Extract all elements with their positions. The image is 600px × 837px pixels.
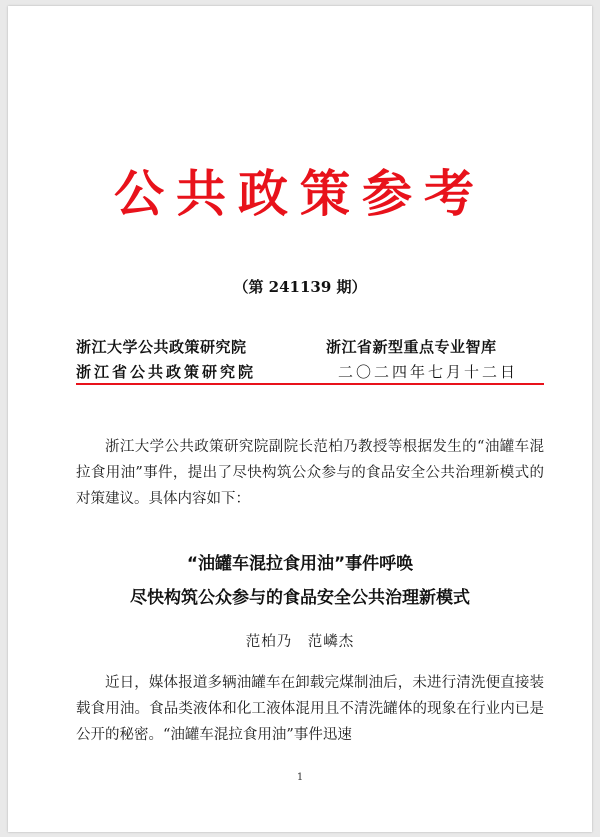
article-authors: 范柏乃 范嶙杰: [245, 634, 355, 650]
article-title-line-2: 尽快构筑公众参与的食品安全公共治理新模式: [130, 588, 470, 608]
body-paragraph: 近日，媒体报道多辆油罐车在卸载完煤制油后，未进行清洗便直接装载食用油。食品类液体和化工液体混用且不清洗罐体的现象在行业内已是公开的秘密。“油罐车混拉食用油”事件迅速: [76, 675, 544, 743]
issue-number: （第 241139 期）: [233, 278, 367, 296]
publication-date: 二〇二四年七月十二日: [338, 363, 519, 381]
article-title-line-1: “油罐车混拉食用油”事件呼唤: [186, 554, 414, 574]
org-left-1: 浙江大学公共政策研究院: [76, 338, 247, 356]
page-number: 1: [296, 772, 304, 783]
org-right-1: 浙江省新型重点专业智库: [326, 338, 497, 356]
document-page: [8, 6, 592, 832]
org-left-2: 浙江省公共政策研究院: [76, 363, 257, 381]
header-divider: [76, 383, 544, 385]
masthead-title: 公共政策参考: [114, 165, 486, 223]
intro-paragraph: 浙江大学公共政策研究院副院长范柏乃教授等根据发生的“油罐车混拉食用油”事件，提出了尽快构筑公众参与的食品安全公共治理新模式的对策建议。具体内容如下：: [76, 439, 544, 507]
